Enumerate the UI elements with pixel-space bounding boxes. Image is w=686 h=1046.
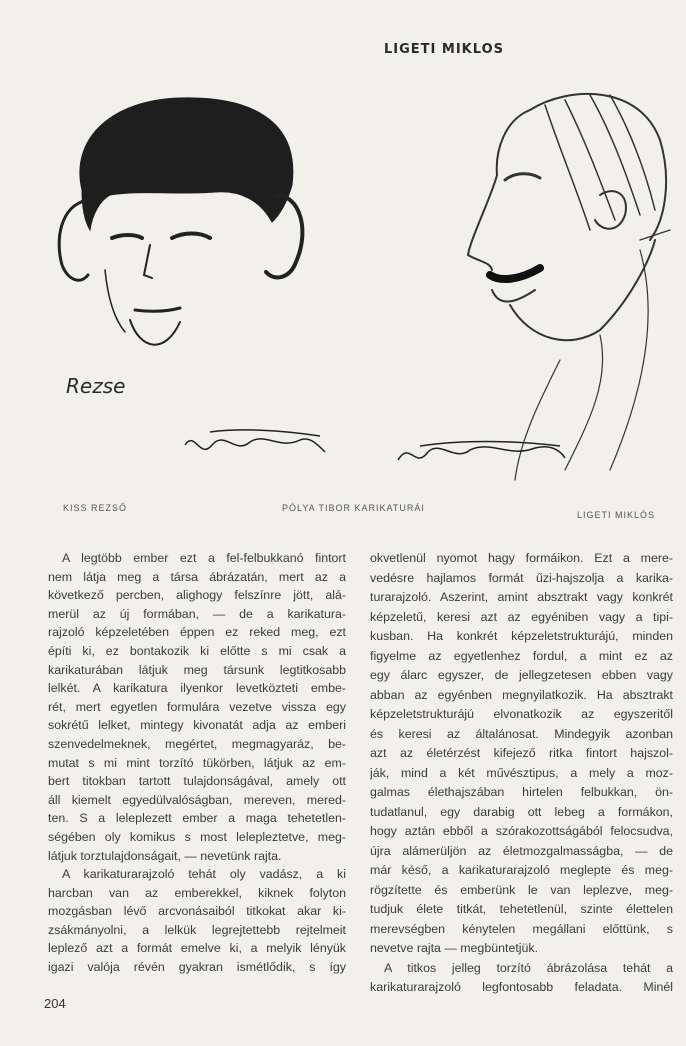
text-line: figyelme az egyetlenhez fordul, a mint ez az bbox=[370, 648, 673, 663]
text-line: már késő, a karikaturarajzoló meglepte és meg- bbox=[370, 863, 673, 877]
text-line: áll kiemelt egyedülvalóságban, mereven, mered- bbox=[48, 792, 346, 807]
text-line: karikaturában látjuk meg társunk legtitkosabb bbox=[48, 662, 346, 677]
text-line: nevetve rajta — megbüntetjük. bbox=[370, 941, 539, 955]
text-line: igazi valója révén gyakran ismétlődik, s így bbox=[48, 960, 346, 975]
page-number: 204 bbox=[44, 996, 66, 1011]
text-line: merül az új formában, — de a karikatura- bbox=[48, 606, 346, 621]
text-column-right bbox=[370, 549, 673, 998]
text-line: és keresi az általánosat. Mindegyik azonban bbox=[370, 726, 673, 741]
caption-polya-tibor: PÓLYA TIBOR KARIKATURÁI bbox=[282, 503, 425, 513]
ligeti-handwritten-label: LIGETI MIKLOS bbox=[384, 42, 504, 57]
text-line: újra alámerüljön az életmozgalmasságba, — de bbox=[370, 843, 673, 858]
rezse-handwritten-label: Rezse bbox=[66, 374, 126, 398]
text-line: ten. S a leleplezett ember a maga tehetetlen- bbox=[48, 811, 346, 826]
caption-kiss-rezso: KISS REZSŐ bbox=[63, 503, 128, 513]
text-line: egy álarc egyszer, de jellegzetesen ebben vagy bbox=[370, 668, 673, 682]
text-line: mozgásban lévő arcvonásaiból titkokat akar ki- bbox=[48, 904, 346, 919]
text-line: vedésre hajlamos formát űzi-hajszolja a karika- bbox=[370, 570, 673, 585]
ligeti-miklos-caricature bbox=[468, 94, 670, 480]
text-line: rögzítette és emberünk le van leplezve, meg- bbox=[370, 882, 673, 897]
text-line: merevségben kénytelen megállani előttünk, s bbox=[370, 921, 673, 936]
text-line: A karikaturarajzoló tehát oly vadász, a ki bbox=[62, 867, 346, 882]
text-line: sokrétű lelket, mintegy kivonatát adja az emberi bbox=[48, 718, 346, 733]
text-line: abban az egyénben megnyilatkozik. Ha absztrakt bbox=[370, 687, 673, 702]
text-line: harcban van az emberekkel, kiknek folyton bbox=[48, 885, 346, 900]
text-column-left bbox=[48, 549, 346, 977]
text-line: szenvedelmeknek, megértet, megmagyaráz, be- bbox=[48, 736, 346, 751]
text-line: ják, mind a két művésztipus, a mely a moz- bbox=[370, 765, 673, 780]
text-line: látjuk torztulajdonságait, — nevetünk rajta. bbox=[48, 848, 282, 863]
text-line: A legtöbb ember ezt a fel-felbukkanó fintort bbox=[62, 551, 346, 565]
caption-ligeti-miklos: LIGETI MIKLÓS bbox=[577, 510, 656, 520]
caricature-drawings bbox=[0, 0, 686, 500]
text-line: turarajzoló. Aszerint, amint absztrakt vagy konkrét bbox=[370, 590, 673, 604]
text-line: képzeletű, keresi azt az egyéniben vagy a tipi- bbox=[370, 609, 673, 624]
text-line: bert titokban tartott tulajdonságával, amely ott bbox=[48, 774, 346, 789]
text-line: rét, mert egyetlen formulára vezetve vissza egy bbox=[48, 699, 346, 714]
text-line: A titkos jelleg torzító ábrázolása tehát a bbox=[384, 960, 673, 975]
text-line: lelkét. A karikatura ilyenkor levetközteti embe- bbox=[48, 681, 346, 696]
text-line: azt az életérzést kifejező ritka fintort hajszol- bbox=[370, 746, 673, 760]
text-line: rajzoló képzeletében éppen ez reked meg, ezt bbox=[48, 625, 346, 640]
text-line: kusban. Ha konkrét képzeletstrukturájú, minden bbox=[370, 629, 673, 643]
text-line: tudjuk élete titkát, tehetetlenül, szinte élettelen bbox=[370, 902, 673, 916]
text-line: hogy aztán ebből a szórakozottságából felocsudva, bbox=[370, 824, 673, 838]
text-line: mutat s mi mint torzító tükörben, látjuk az em- bbox=[48, 755, 346, 770]
text-line: okvetlenül nyomot hagy formáikon. Ezt a mere- bbox=[370, 551, 673, 565]
text-line: következő percben, alighogy felszínre jött, alá- bbox=[48, 588, 346, 603]
text-line: karikaturarajzoló legfontosabb feladata. Minél bbox=[370, 980, 673, 994]
text-line: zsákmányolni, a lelkük legrejtettebb rejtelmeit bbox=[48, 922, 346, 937]
text-line: ségében oly komikus s most lelepleztetve, meg- bbox=[48, 829, 346, 844]
text-line: galmas élethajszában hirtelen felbukkan, ön- bbox=[370, 785, 673, 799]
signatures bbox=[185, 430, 565, 460]
text-line: leplező azt a formát emelve ki, a melyik lényük bbox=[48, 941, 346, 956]
text-line: nem látja meg a társa ábrázatán, mert az a bbox=[48, 569, 346, 584]
text-line: képzeletstrukturájú elvonatkozik az egyszeritől bbox=[370, 707, 673, 721]
text-line: építi ki, ez bontakozik ki előtte s mi csak a bbox=[48, 643, 346, 658]
kiss-rezso-caricature bbox=[59, 98, 302, 345]
text-line: tudatlanul, egy darabig ott lebeg a formákon, bbox=[370, 804, 673, 819]
